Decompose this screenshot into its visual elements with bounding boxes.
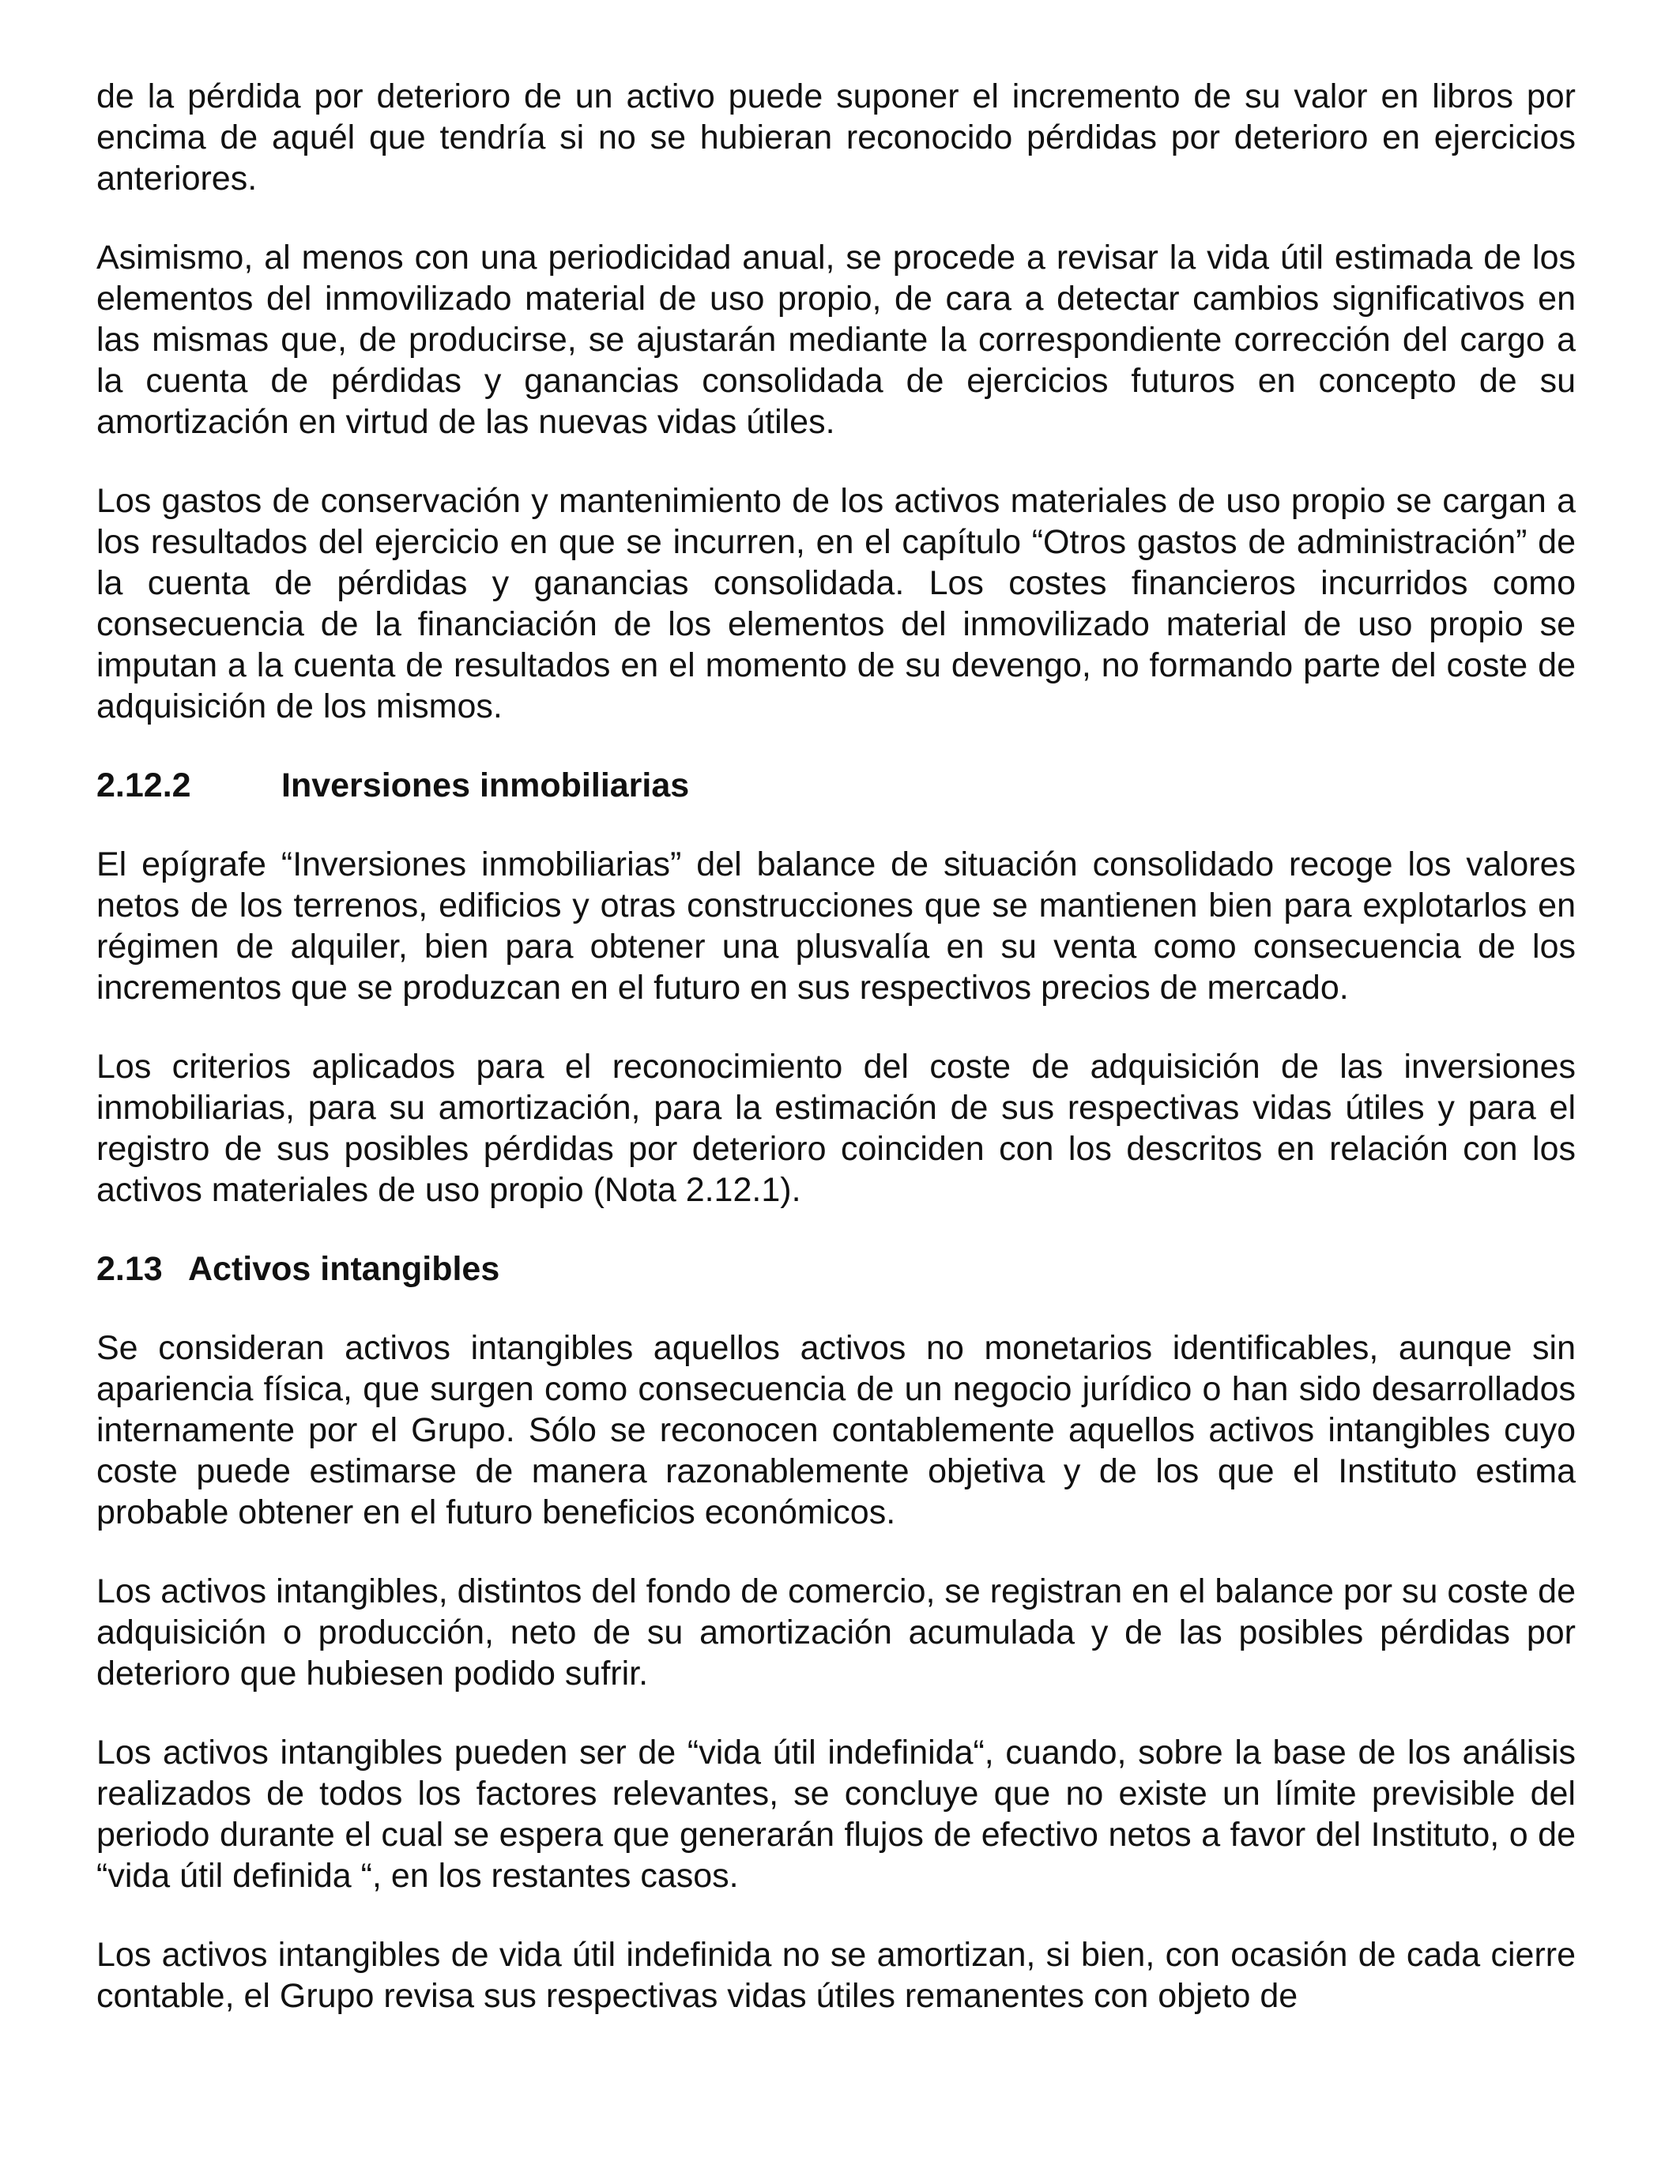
section-number: 2.13 xyxy=(96,1250,163,1288)
section-number: 2.12.2 xyxy=(96,766,191,804)
paragraph-gastos-conservacion: Los gastos de conservación y mantenimiento de los activos materiales de uso propio se cargan a los resultados del ejercicio en que se incurren, en el capítulo “Otros gastos de administración” de la cuenta de pérdidas y ganancias consolidada. Los costes financieros incurridos como consecuencia de la financiación de los elementos del inmovilizado material de uso propio se imputan a la cuenta de resultados en el momento de su devengo, no formando parte del coste de adquisición de los mismos. xyxy=(96,482,1576,725)
paragraph-deterioro: de la pérdida por deterioro de un activo puede suponer el incremento de su valor en libros por encima de aquél que tendría si no se hubieran reconocido pérdidas por deterioro en ejercicios anteriores. xyxy=(96,77,1576,198)
paragraph-vida-util: Asimismo, al menos con una periodicidad anual, se procede a revisar la vida útil estimada de los elementos del inmovilizado material de uso propio, de cara a detectar cambios significativos en las mismas que, de producirse, se ajustarán mediante la correspondiente corrección del cargo a la cuenta de pérdidas y ganancias consolidada de ejercicios futuros en concepto de su amortización en virtud de las nuevas vidas útiles. xyxy=(96,239,1576,441)
paragraph-no-amortizan: Los activos intangibles de vida útil indefinida no se amortizan, si bien, con ocasión de cada cierre contable, el Grupo revisa sus respectivas vidas útiles remanentes con objeto de xyxy=(96,1936,1576,2015)
paragraph-definicion-intangibles: Se consideran activos intangibles aquellos activos no monetarios identificables, aunque sin apariencia física, que surgen como consecuencia de un negocio jurídico o han sido desarrollados internamente por el Grupo. Sólo se reconocen contablemente aquellos activos intangibles cuyo coste puede estimarse de manera razonablemente objetiva y de los que el Instituto estima probable obtener en el futuro beneficios económicos. xyxy=(96,1329,1576,1531)
section-title: Inversiones inmobiliarias xyxy=(281,766,690,804)
paragraph-criterios: Los criterios aplicados para el reconocimiento del coste de adquisición de las inversiones inmobiliarias, para su amortización, para la estimación de sus respectivas vidas útiles y para el registro de sus posibles pérdidas por deterioro coinciden con los descritos en relación con los activos materiales de uso propio (Nota 2.12.1). xyxy=(96,1048,1576,1209)
document-page xyxy=(96,76,1576,2016)
paragraph-registro-balance: Los activos intangibles, distintos del fondo de comercio, se registran en el balance por su coste de adquisición o producción, neto de su amortización acumulada y de las posibles pérdidas por deterioro que hubiesen podido sufrir. xyxy=(96,1572,1576,1693)
section-heading-intangibles xyxy=(96,1248,1576,1290)
section-heading-inversiones xyxy=(96,765,1576,806)
paragraph-epigrafe: El epígrafe “Inversiones inmobiliarias” del balance de situación consolidado recoge los valores netos de los terrenos, edificios y otras construcciones que se mantienen bien para explotarlos en régimen de alquiler, bien para obtener una plusvalía en su venta como consecuencia de los incrementos que se produzcan en el futuro en sus respectivos precios de mercado. xyxy=(96,845,1576,1007)
paragraph-vida-util-indefinida: Los activos intangibles pueden ser de “vida útil indefinida“, cuando, sobre la base de los análisis realizados de todos los factores relevantes, se concluye que no existe un límite previsible del periodo durante el cual se espera que generarán flujos de efectivo netos a favor del Instituto, o de “vida útil definida “, en los restantes casos. xyxy=(96,1734,1576,1895)
section-title: Activos intangibles xyxy=(188,1250,500,1288)
